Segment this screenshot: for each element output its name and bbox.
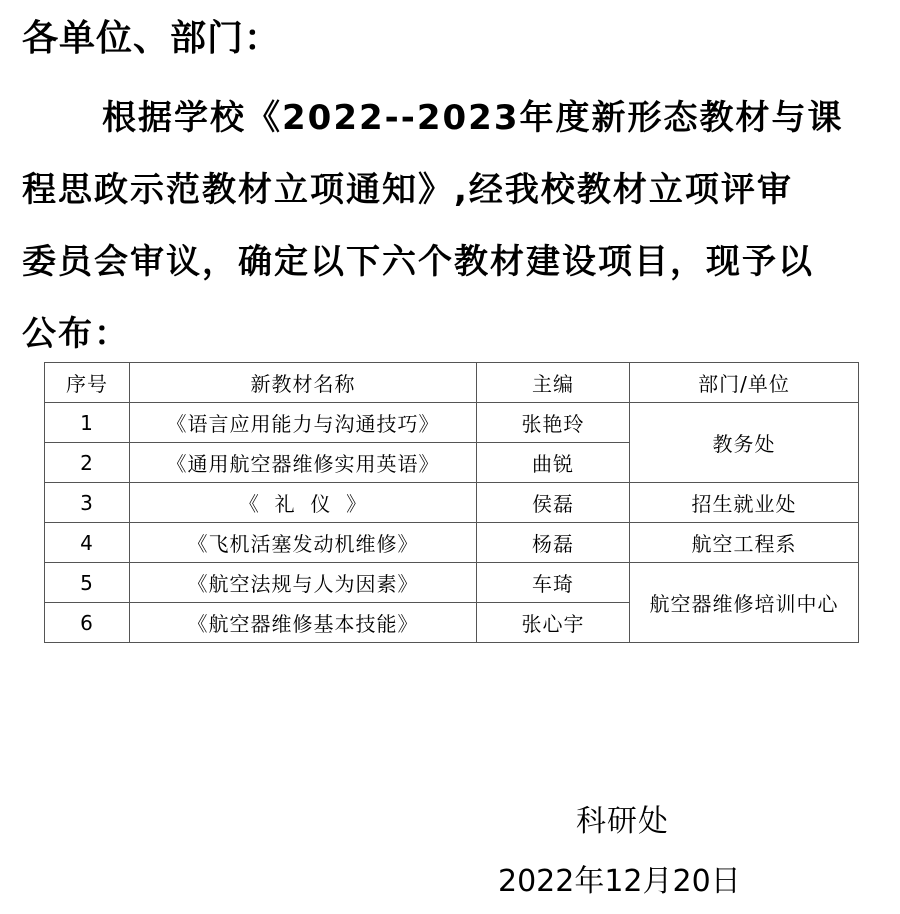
cell-index: 6 xyxy=(45,603,130,643)
cell-textbook-name: 《通用航空器维修实用英语》 xyxy=(130,443,477,483)
textbook-projects-table xyxy=(44,362,859,643)
cell-index: 4 xyxy=(45,523,130,563)
table-row xyxy=(45,563,859,603)
cell-index: 5 xyxy=(45,563,130,603)
cell-textbook-name: 《语言应用能力与沟通技巧》 xyxy=(130,403,477,443)
table-header-row xyxy=(45,363,859,403)
header-chief-editor: 主编 xyxy=(477,363,630,403)
header-index: 序号 xyxy=(45,363,130,403)
header-department: 部门/单位 xyxy=(630,363,859,403)
paragraph-line: 程思政示范教材立项通知》,经我校教材立项评审 xyxy=(22,170,793,210)
salutation: 各单位、部门： xyxy=(22,18,282,59)
header-textbook-name: 新教材名称 xyxy=(130,363,477,403)
issue-date: 2022年12月20日 xyxy=(498,864,741,899)
cell-index: 2 xyxy=(45,443,130,483)
cell-department: 航空工程系 xyxy=(630,523,859,563)
notice-paragraph xyxy=(22,82,882,370)
cell-department: 教务处 xyxy=(630,403,859,483)
cell-index: 3 xyxy=(45,483,130,523)
cell-chief-editor: 曲锐 xyxy=(477,443,630,483)
table-row xyxy=(45,523,859,563)
table-row xyxy=(45,483,859,523)
cell-department: 航空器维修培训中心 xyxy=(630,563,859,643)
cell-textbook-name: 《航空法规与人为因素》 xyxy=(130,563,477,603)
cell-chief-editor: 张艳玲 xyxy=(477,403,630,443)
cell-chief-editor: 侯磊 xyxy=(477,483,630,523)
cell-textbook-name: 《航空器维修基本技能》 xyxy=(130,603,477,643)
cell-index: 1 xyxy=(45,403,130,443)
cell-textbook-name: 《飞机活塞发动机维修》 xyxy=(130,523,477,563)
paragraph-line: 公布： xyxy=(22,314,130,354)
cell-textbook-name: 《 礼 仪 》 xyxy=(130,483,477,523)
paragraph-line: 委员会审议，确定以下六个教材建设项目，现予以 xyxy=(22,242,814,282)
issuing-department: 科研处 xyxy=(576,804,669,839)
cell-chief-editor: 杨磊 xyxy=(477,523,630,563)
table-row xyxy=(45,403,859,443)
cell-chief-editor: 张心宇 xyxy=(477,603,630,643)
paragraph-line: 根据学校《2022--2023年度新形态教材与课 xyxy=(102,98,844,138)
cell-department: 招生就业处 xyxy=(630,483,859,523)
cell-chief-editor: 车琦 xyxy=(477,563,630,603)
